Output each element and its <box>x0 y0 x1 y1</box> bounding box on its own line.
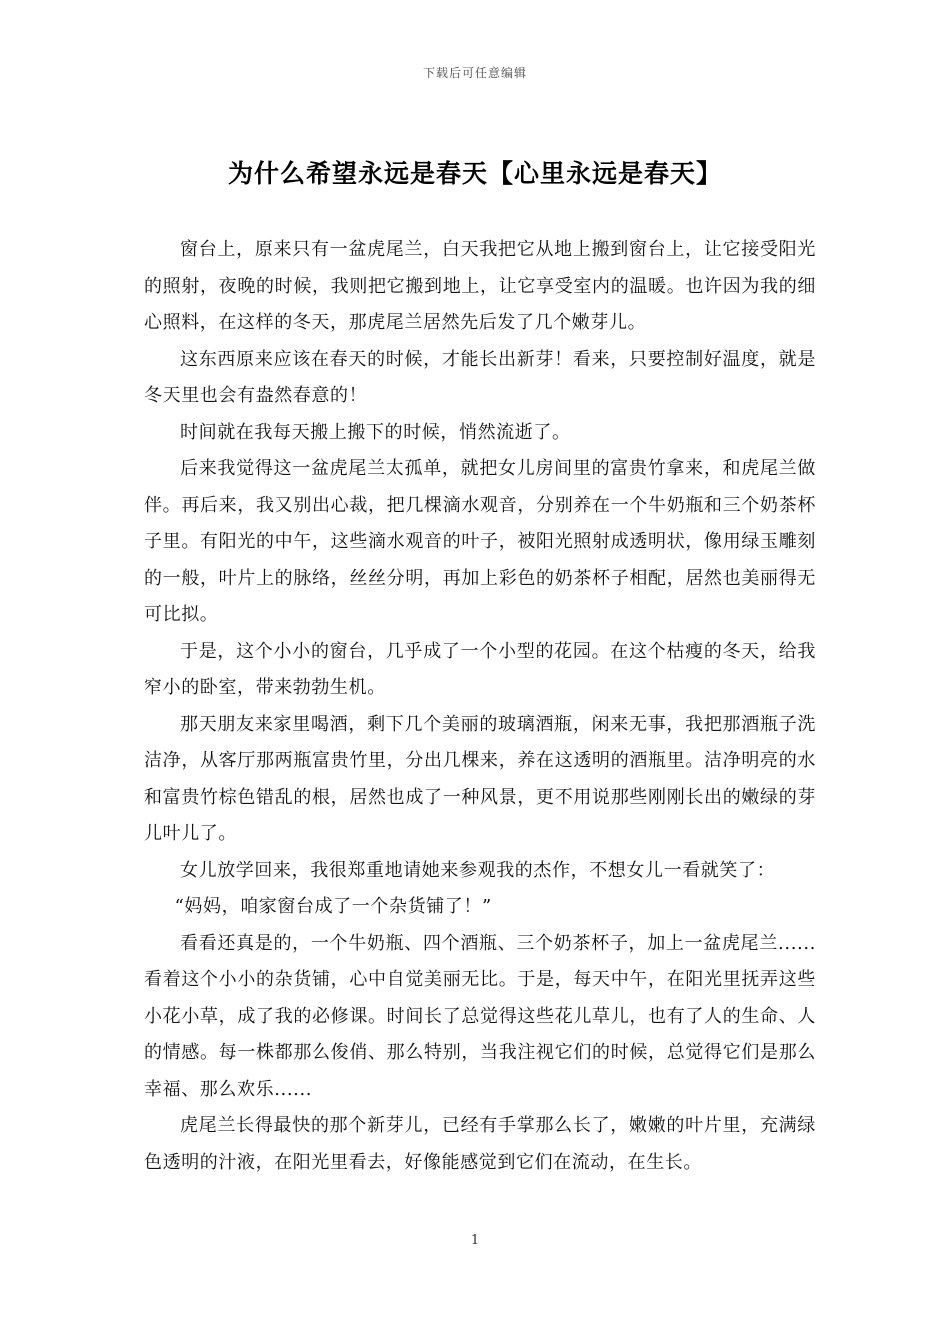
document-body <box>144 232 816 1181</box>
paragraph: 窗台上，原来只有一盆虎尾兰，白天我把它从地上搬到窗台上，让它接受阳光的照射，夜晚的时候，我则把它搬到地上，让它享受室内的温暖。也许因为我的细心照料，在这样的冬天，那虎尾兰居然先后发了几个嫩芽儿。 <box>144 239 816 333</box>
paragraph: 那天朋友来家里喝酒，剩下几个美丽的玻璃酒瓶，闲来无事，我把那酒瓶子洗洁净，从客厅那两瓶富贵竹里，分出几棵来，养在这透明的酒瓶里。洁净明亮的水和富贵竹棕色错乱的根，居然也成了一种风景，更不用说那些刚刚长出的嫩绿的芽儿叶儿了。 <box>144 713 816 844</box>
document-title: 为什么希望永远是春天【心里永远是春天】 <box>227 159 722 188</box>
paragraph: 看看还真是的，一个牛奶瓶、四个酒瓶、三个奶茶杯子，加上一盆虎尾兰......看着这个小小的杂货铺，心中自觉美丽无比。于是，每天中午，在阳光里抚弄这些小花小草，成了我的必修课。时间长了总觉得这些花儿草儿，也有了人的生命、人的情感。每一株都那么俊俏、那么特别，当我注视它们的时候，总觉得它们是那么幸福、那么欢乐...... <box>144 932 816 1100</box>
paragraph: 虎尾兰长得最快的那个新芽儿，已经有手掌那么长了，嫩嫩的叶片里，充满绿色透明的汁液，在阳光里看去，好像能感觉到它们在流动，在生长。 <box>144 1115 816 1173</box>
paragraph: 时间就在我每天搬上搬下的时候，悄然流逝了。 <box>180 421 571 443</box>
paragraph: 女儿放学回来，我很郑重地请她来参观我的杰作，不想女儿一看就笑了： <box>180 859 776 881</box>
page-header-note: 下载后可任意编辑 <box>422 66 527 80</box>
paragraph: 于是，这个小小的窗台，几乎成了一个小型的花园。在这个枯瘦的冬天，给我窄小的卧室，带来勃勃生机。 <box>144 640 816 698</box>
paragraph-dialog: “妈妈，咱家窗台成了一个杂货铺了！” <box>174 896 492 917</box>
paragraph: 这东西原来应该在春天的时候，才能长出新芽！看来，只要控制好温度，就是冬天里也会有盎然春意的！ <box>144 348 816 406</box>
page-number: 1 <box>470 1233 480 1248</box>
paragraph: 后来我觉得这一盆虎尾兰太孤单，就把女儿房间里的富贵竹拿来，和虎尾兰做伴。再后来，我又别出心裁，把几棵滴水观音，分别养在一个牛奶瓶和三个奶茶杯子里。有阳光的中午，这些滴水观音的叶子，被阳光照射成透明状，像用绿玉雕刻的一般，叶片上的脉络，丝丝分明，再加上彩色的奶茶杯子相配，居然也美丽得无可比拟。 <box>144 458 816 625</box>
